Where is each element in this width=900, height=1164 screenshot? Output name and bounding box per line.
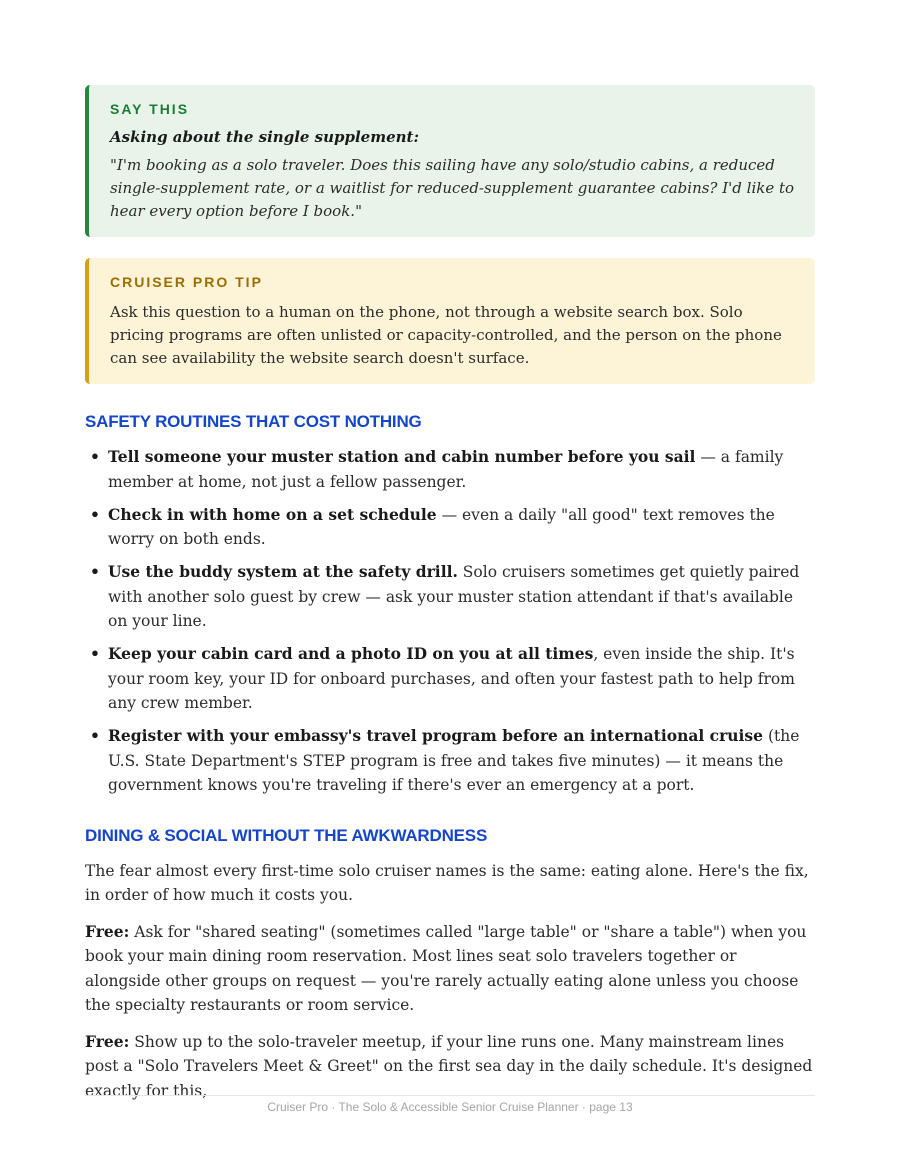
safety-list (85, 445, 815, 798)
item-text: (the U.S. State Department's STEP program is free and takes five minutes) — it means the government knows you're traveling if there's ever an emergency at a port. (108, 727, 800, 794)
bullet-icon: • (90, 644, 100, 663)
say-this-subtitle: Asking about the single supplement: (110, 128, 420, 146)
dining-intro: The fear almost every first-time solo cruiser names is the same: eating alone. Here's the fix, in order of how much it costs you. (85, 861, 809, 904)
bullet-icon: • (90, 504, 100, 524)
list-item (90, 560, 815, 634)
item-bold: Tell someone your muster station and cabin number before you sail (108, 447, 696, 466)
dining-paragraph (85, 1030, 815, 1104)
paragraph-bold: Free: (85, 921, 130, 941)
item-bold: Keep your cabin card and a photo ID on you at all times (108, 644, 594, 663)
say-this-quote: "I'm booking as a solo traveler. Does this sailing have any solo/studio cabins, a reduced single-supplement rate, or a waitlist for reduced-supplement guarantee cabins? I'd like to hear every option before I book." (110, 156, 795, 220)
bullet-icon: • (90, 562, 100, 581)
pro-tip-body: Ask this question to a human on the phone, not through a website search box. Solo pricing programs are often unlisted or capacity-controlled, and the person on the phone can see availability the website search doesn't surface. (110, 303, 782, 367)
page-footer: Cruiser Pro · The Solo & Accessible Senior Cruise Planner · page 13 (85, 1095, 815, 1114)
paragraph-text: Show up to the solo-traveler meetup, if your line runs one. Many mainstream lines post a "Solo Travelers Meet & Greet" on the first sea day in the daily schedule. It's designed exactly for this, (85, 1032, 813, 1100)
item-text: — a family member at home, not just a fellow passenger. (108, 448, 784, 491)
dining-heading: DINING & SOCIAL WITHOUT THE AWKWARDNESS (85, 825, 488, 845)
item-text: — even a daily "all good" text removes the worry on both ends. (108, 505, 775, 548)
paragraph-bold: Free: (85, 1031, 130, 1051)
list-item (90, 445, 815, 494)
pro-tip-label: CRUISER PRO TIP (110, 274, 263, 290)
safety-heading: SAFETY ROUTINES THAT COST NOTHING (85, 412, 422, 431)
page-content (85, 85, 815, 1115)
item-bold: Check in with home on a set schedule (108, 504, 437, 524)
list-item (90, 724, 815, 798)
dining-paragraph (85, 920, 815, 1018)
item-text: , even inside the ship. It's your room key, your ID for onboard purchases, and often your fastest path to help from any crew member. (108, 645, 795, 712)
item-bold: Register with your embassy's travel program before an international cruise (108, 726, 764, 745)
list-item (90, 642, 815, 716)
item-bold: Use the buddy system at the safety drill. (108, 562, 458, 581)
pro-tip-callout (85, 258, 815, 384)
bullet-icon: • (90, 726, 100, 745)
item-text: Solo cruisers sometimes get quietly paired with another solo guest by crew — ask your muster station attendant if that's available on your line. (108, 563, 800, 630)
say-this-label: SAY THIS (110, 101, 190, 117)
bullet-icon: • (90, 447, 100, 466)
list-item (90, 503, 815, 552)
paragraph-text: Ask for "shared seating" (sometimes called "large table" or "share a table") when you book your main dining room reservation. Most lines seat solo travelers together or alongside other groups on request — you're rarely actually eating alone unless you choose the specialty restaurants or room service. (85, 922, 807, 1014)
say-this-callout (85, 85, 815, 237)
